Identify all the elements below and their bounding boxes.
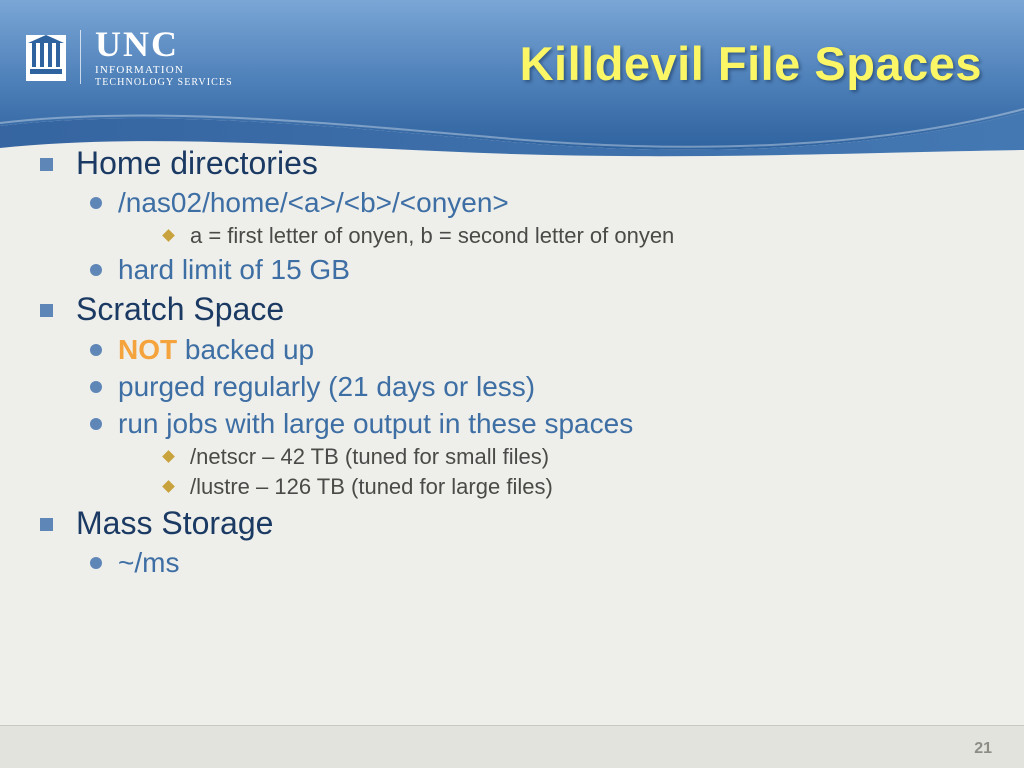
outline-item-label: a = first letter of onyen, b = second letter of onyen <box>190 223 675 249</box>
outline-level-2-list <box>76 184 1024 288</box>
round-bullet-icon <box>90 557 102 569</box>
outline-item-onyen-note <box>118 221 1024 251</box>
page-title: Killdevil File Spaces <box>519 37 982 90</box>
outline-item-label: hard limit of 15 GB <box>118 254 350 286</box>
outline-item-scratch-space <box>0 288 1024 501</box>
outline-item-label: Scratch Space <box>76 291 285 328</box>
page-number: 21 <box>974 740 992 757</box>
outline-item-home-path <box>76 184 1024 251</box>
outline-item-not-backed-up <box>76 331 1024 368</box>
outline-item-label: backed up <box>177 333 315 365</box>
outline-item-label: /lustre – 126 TB (tuned for large files) <box>190 474 553 500</box>
diamond-bullet-icon <box>162 450 175 463</box>
slide-footer <box>0 726 1024 768</box>
round-bullet-icon <box>90 344 102 356</box>
logo-subtitle-line2: TECHNOLOGY SERVICES <box>95 77 233 88</box>
round-bullet-icon <box>90 197 102 209</box>
outline-level-3-list <box>118 442 1024 501</box>
outline-item-mass-storage <box>0 502 1024 581</box>
round-bullet-icon <box>90 381 102 393</box>
logo-divider <box>80 30 81 84</box>
round-bullet-icon <box>90 418 102 430</box>
outline-item-purged-regularly <box>76 368 1024 405</box>
slide-body <box>0 142 1024 581</box>
outline-item-label: Home directories <box>76 145 318 181</box>
outline-item-lustre <box>118 472 1024 502</box>
outline-level-1-list <box>0 142 1024 581</box>
square-bullet-icon <box>40 158 53 171</box>
logo-wordmark-block <box>95 26 233 88</box>
outline-item-run-jobs <box>76 405 1024 502</box>
outline-item-label: purged regularly (21 days or less) <box>118 370 536 402</box>
outline-item-label: ~/ms <box>118 546 180 578</box>
outline-item-home-directories <box>0 142 1024 288</box>
diamond-bullet-icon <box>162 230 175 243</box>
unc-seal-icon <box>24 31 68 83</box>
emphasis-not: NOT <box>118 333 178 365</box>
outline-level-2-list <box>76 331 1024 502</box>
outline-level-3-list <box>118 221 1024 251</box>
logo-subtitle-line1: INFORMATION <box>95 64 184 76</box>
slide-header <box>0 0 1024 160</box>
unc-logo <box>24 26 233 88</box>
outline-item-ms-path <box>76 544 1024 581</box>
outline-item-label: run jobs with large output in these spaces <box>118 408 634 440</box>
outline-level-2-list <box>76 544 1024 581</box>
outline-item-netscr <box>118 442 1024 472</box>
outline-item-label: /nas02/home/<a>/<b>/<onyen> <box>118 187 509 219</box>
square-bullet-icon <box>40 518 53 531</box>
round-bullet-icon <box>90 264 102 276</box>
square-bullet-icon <box>40 304 53 317</box>
outline-item-home-quota <box>76 251 1024 288</box>
logo-wordmark: UNC <box>95 24 179 64</box>
diamond-bullet-icon <box>162 480 175 493</box>
outline-item-label: /netscr – 42 TB (tuned for small files) <box>190 444 550 470</box>
outline-item-label: Mass Storage <box>76 504 274 541</box>
